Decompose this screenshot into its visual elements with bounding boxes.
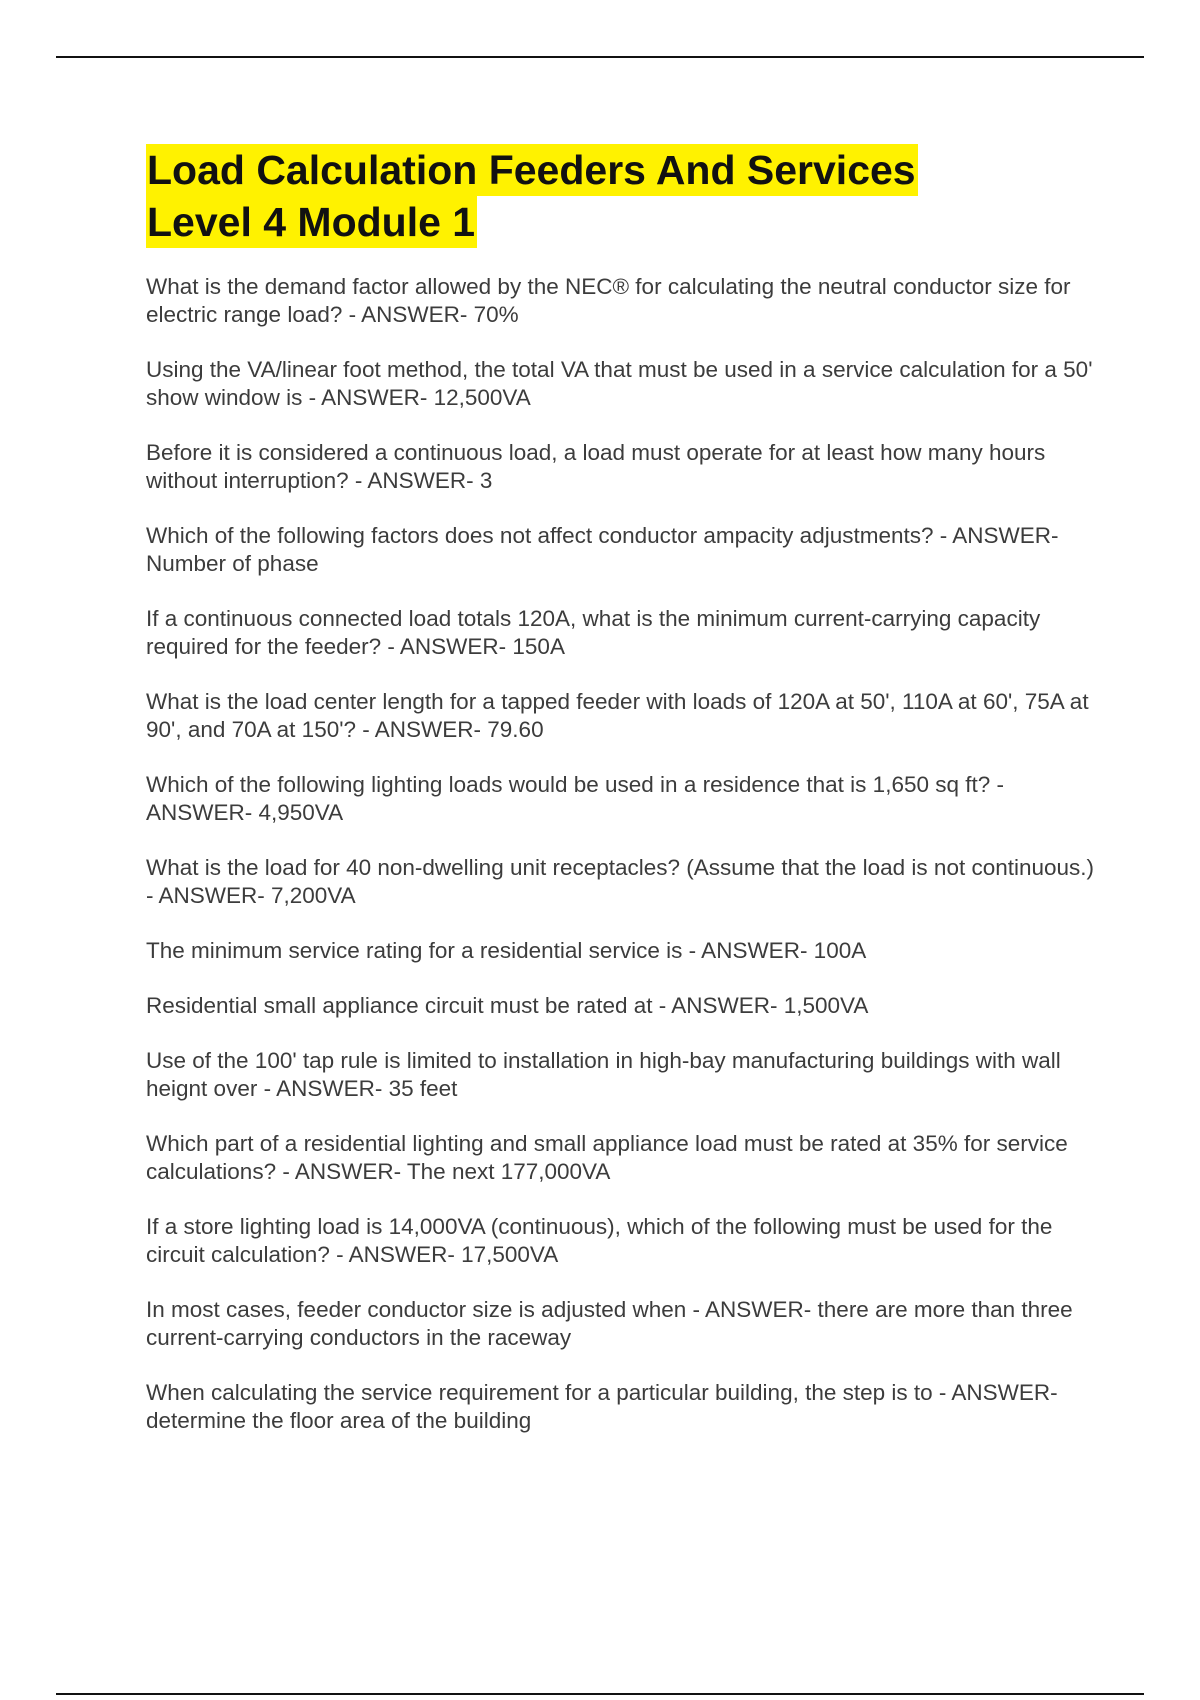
- qa-item-1: What is the demand factor allowed by the NEC® for calculating the neutral conductor size for electric range load? - ANSWER- 70%: [146, 274, 1071, 327]
- qa-item-9: The minimum service rating for a residential service is - ANSWER- 100A: [146, 938, 867, 963]
- qa-item-2: Using the VA/linear foot method, the total VA that must be used in a service calculation for a 50' show window is - ANSWER- 12,500VA: [146, 357, 1093, 410]
- qa-item-4: Which of the following factors does not affect conductor ampacity adjustments? - ANSWER- Number of phase: [146, 523, 1059, 576]
- qa-item-14: In most cases, feeder conductor size is adjusted when - ANSWER- there are more than three current-carrying conductors in the raceway: [146, 1297, 1073, 1350]
- qa-item-3: Before it is considered a continuous load, a load must operate for at least how many hours without interruption? - ANSWER- 3: [146, 440, 1046, 493]
- qa-item-10: Residential small appliance circuit must be rated at - ANSWER- 1,500VA: [146, 993, 869, 1018]
- qa-item-11: Use of the 100' tap rule is limited to installation in high-bay manufacturing buildings with wall heignt over - ANSWER- 35 feet: [146, 1048, 1061, 1101]
- qa-item-5: If a continuous connected load totals 120A, what is the minimum current-carrying capacity required for the feeder? - ANSWER- 150A: [146, 606, 1041, 659]
- qa-item-15: When calculating the service requirement for a particular building, the step is to - ANSWER- determine the floor area of the building: [146, 1380, 1058, 1433]
- qa-item-13: If a store lighting load is 14,000VA (continuous), which of the following must be used for the circuit calculation? - ANSWER- 17,500VA: [146, 1214, 1053, 1267]
- document-body: [146, 144, 1096, 1462]
- qa-item-8: What is the load for 40 non-dwelling unit receptacles? (Assume that the load is not continuous.) - ANSWER- 7,200VA: [146, 855, 1095, 908]
- footer-rule: [56, 1693, 1144, 1695]
- qa-item-6: What is the load center length for a tapped feeder with loads of 120A at 50', 110A at 60', 75A at 90', and 70A at 150'? - ANSWER- 79.60: [146, 689, 1089, 742]
- title-line-1: Load Calculation Feeders And Services: [146, 144, 918, 196]
- header-rule: [56, 56, 1144, 58]
- qa-item-7: Which of the following lighting loads would be used in a residence that is 1,650 sq ft? - ANSWER- 4,950VA: [146, 772, 1005, 825]
- title-line-2: Level 4 Module 1: [146, 196, 477, 248]
- qa-item-12: Which part of a residential lighting and small appliance load must be rated at 35% for service calculations? - ANSWER- The next 177,000VA: [146, 1131, 1068, 1184]
- document-title: [146, 144, 1096, 248]
